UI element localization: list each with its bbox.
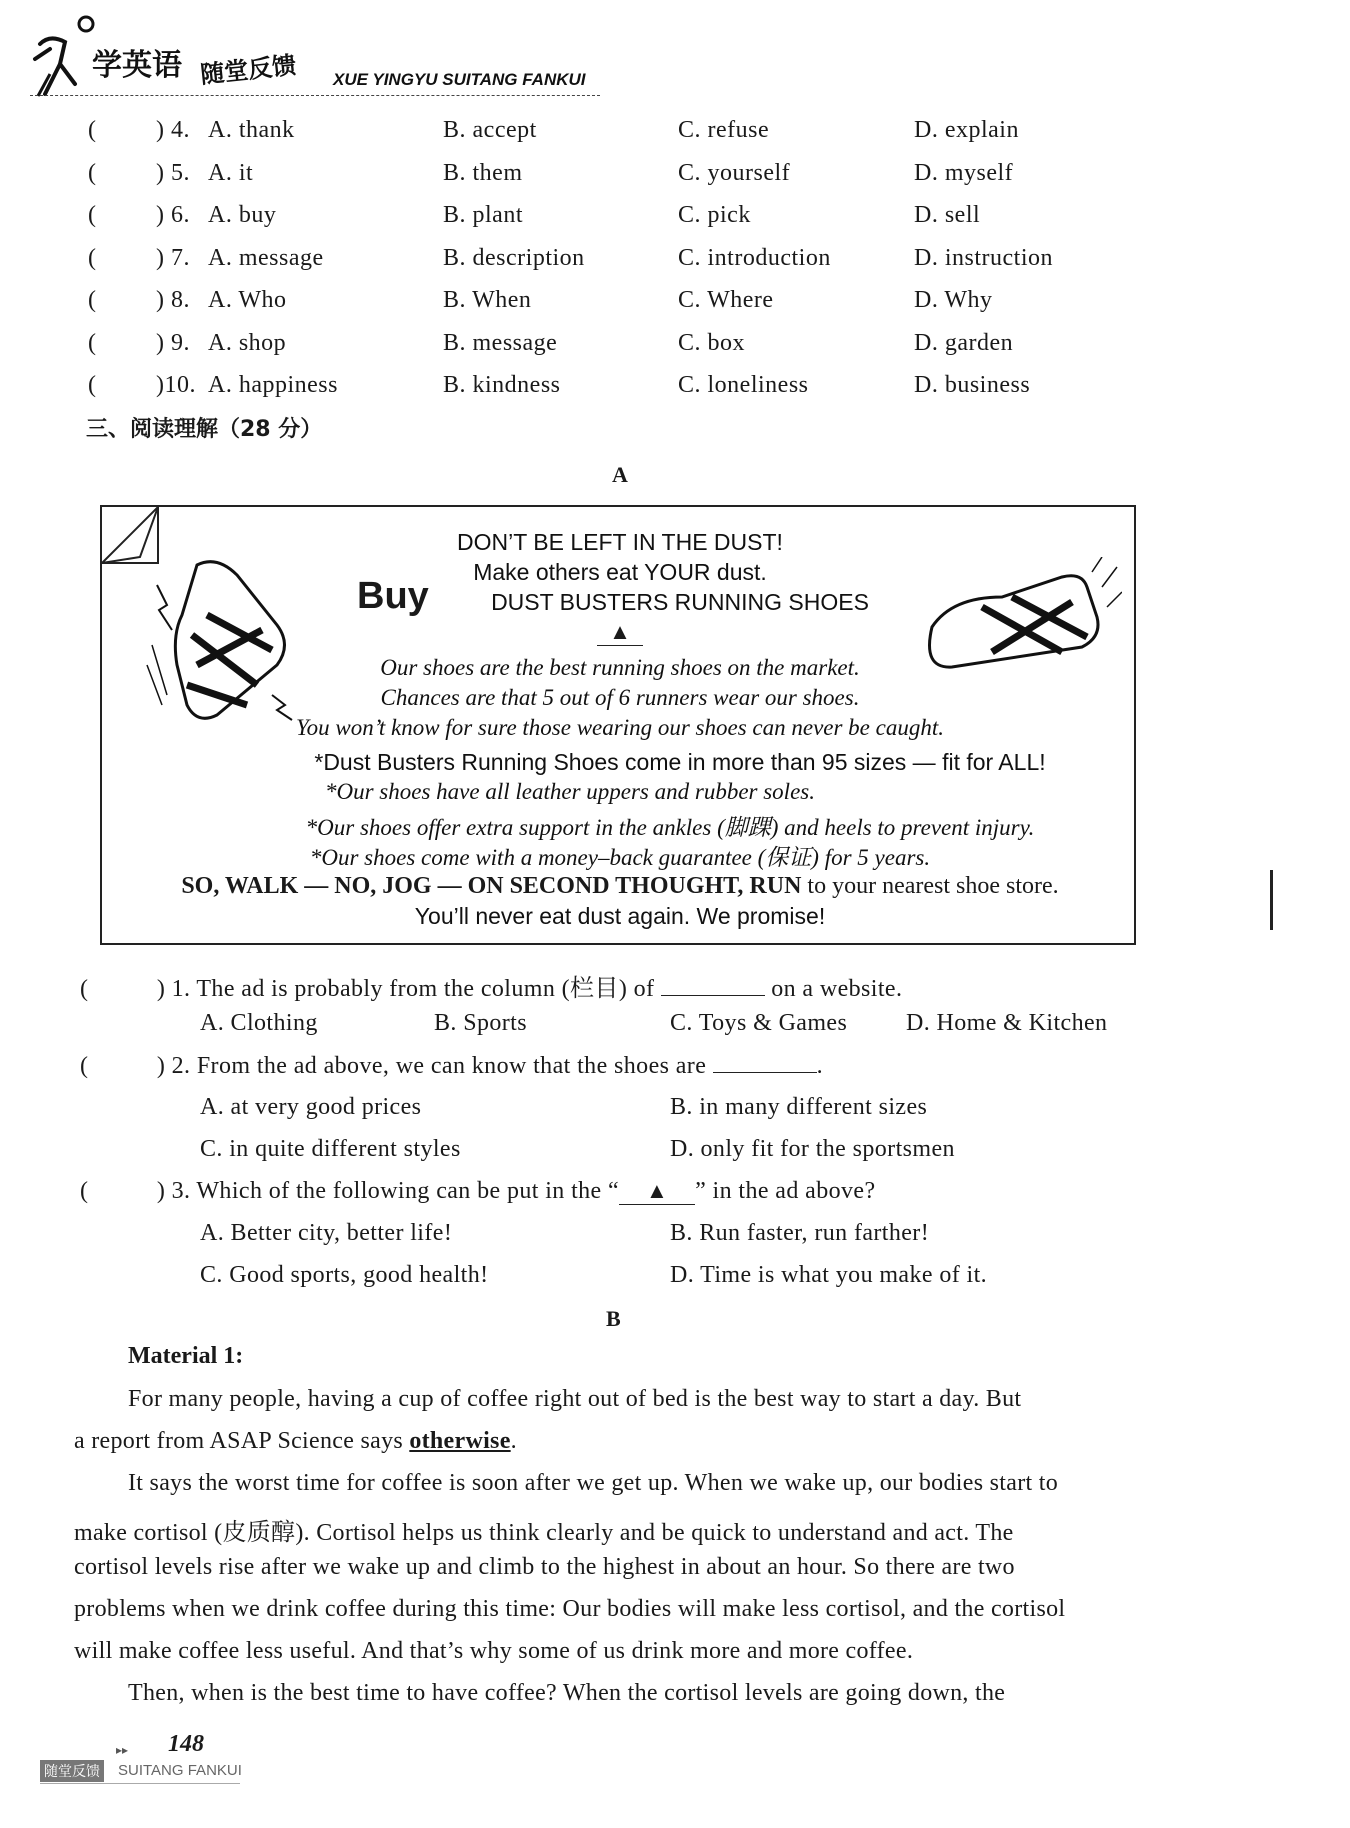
question-3-stem bbox=[80, 1178, 876, 1205]
q1-option-d: D. Home & Kitchen bbox=[906, 1010, 1108, 1036]
option-d: D. myself bbox=[914, 160, 1014, 186]
ad-buy-word: Buy bbox=[357, 575, 429, 617]
q2-option-c: C. in quite different styles bbox=[200, 1136, 461, 1162]
option-c: C. yourself bbox=[678, 160, 791, 186]
stem-text-end: . bbox=[816, 1053, 824, 1079]
question-number: ) 3. bbox=[156, 1178, 191, 1204]
answer-paren[interactable]: ( bbox=[88, 202, 97, 228]
underlined-word: otherwise bbox=[409, 1428, 511, 1454]
answer-paren[interactable]: ( bbox=[88, 287, 97, 313]
question-1-stem bbox=[80, 968, 902, 1003]
option-c: C. refuse bbox=[678, 117, 770, 143]
header-title-cn-sub: 随堂反馈 bbox=[199, 51, 298, 89]
ad-promise: You’ll never eat dust again. We promise! bbox=[414, 903, 826, 929]
option-d: D. garden bbox=[914, 330, 1014, 356]
option-a: A. happiness bbox=[208, 372, 338, 398]
option-a: A. thank bbox=[208, 117, 295, 143]
option-d: D. explain bbox=[914, 117, 1019, 143]
question-number: ) 5. bbox=[156, 160, 190, 186]
answer-paren[interactable]: ( bbox=[80, 1178, 89, 1204]
question-number: ) 1. bbox=[156, 976, 191, 1002]
footer-arrow-icon: ▸▸ bbox=[116, 1743, 129, 1757]
q3-option-a: A. Better city, better life! bbox=[200, 1220, 453, 1246]
stem-text-end: on a website. bbox=[771, 976, 903, 1002]
option-b: B. When bbox=[443, 287, 532, 313]
option-d: D. instruction bbox=[914, 245, 1053, 271]
question-number: ) 8. bbox=[156, 287, 190, 313]
runner-logo-icon bbox=[30, 14, 100, 104]
option-a: A. it bbox=[208, 160, 254, 186]
passage-line-4: make cortisol (皮质醇). Cortisol helps us think clearly and be quick to understand and act. The bbox=[74, 1520, 1014, 1546]
q2-option-d: D. only fit for the sportsmen bbox=[670, 1136, 955, 1162]
answer-paren[interactable]: ( bbox=[88, 160, 97, 186]
option-a: A. shop bbox=[208, 330, 287, 356]
ad-call-rest: to your nearest shoe store. bbox=[801, 873, 1059, 899]
option-d: D. business bbox=[914, 372, 1031, 398]
question-number: ) 6. bbox=[156, 202, 190, 228]
part-b-label: B bbox=[606, 1306, 621, 1331]
option-b: B. kindness bbox=[443, 372, 561, 398]
answer-paren[interactable]: ( bbox=[88, 245, 97, 271]
option-row-4 bbox=[88, 117, 1238, 157]
ad-feature-leather: *Our shoes have all leather uppers and rubber soles. bbox=[325, 779, 815, 804]
q3-option-d: D. Time is what you make of it. bbox=[670, 1262, 988, 1288]
passage-line-5: cortisol levels rise after we wake up and climb to the highest in about an hour. So there are two bbox=[74, 1554, 1015, 1580]
option-b: B. accept bbox=[443, 117, 537, 143]
ad-feature-support: *Our shoes offer extra support in the ankles (脚踝) and heels to prevent injury. bbox=[305, 815, 1035, 840]
footer-tag-en: SUITANG FANKUI bbox=[118, 1762, 242, 1779]
option-row-9 bbox=[88, 330, 1238, 370]
triangle-marker-icon: ▲ bbox=[619, 1178, 695, 1205]
answer-paren[interactable]: ( bbox=[88, 117, 97, 143]
ad-feature-guarantee: *Our shoes come with a money–back guarantee (保证) for 5 years. bbox=[309, 845, 931, 870]
answer-paren[interactable]: ( bbox=[88, 372, 97, 398]
option-b: B. plant bbox=[443, 202, 523, 228]
passage-line-1: For many people, having a cup of coffee right out of bed is the best way to start a day. But bbox=[128, 1386, 1022, 1412]
q1-option-a: A. Clothing bbox=[200, 1010, 318, 1036]
ad-triangle-blank bbox=[102, 619, 1138, 646]
option-c: C. introduction bbox=[678, 245, 831, 271]
answer-paren[interactable]: ( bbox=[80, 976, 89, 1002]
option-b: B. description bbox=[443, 245, 585, 271]
page-number: 148 bbox=[168, 1731, 204, 1757]
option-row-5 bbox=[88, 160, 1238, 200]
footer-tag-cn: 随堂反馈 bbox=[40, 1760, 104, 1782]
question-number: ) 2. bbox=[156, 1053, 191, 1079]
answer-paren[interactable]: ( bbox=[88, 330, 97, 356]
passage-line-2 bbox=[74, 1428, 517, 1455]
ad-feature-sizes: *Dust Busters Running Shoes come in more than 95 sizes — fit for ALL! bbox=[314, 749, 1046, 775]
passage-text: . bbox=[510, 1428, 517, 1454]
passage-line-8: Then, when is the best time to have coffee? When the cortisol levels are going down, the bbox=[128, 1680, 1006, 1706]
question-number: )10. bbox=[156, 372, 196, 398]
option-c: C. Where bbox=[678, 287, 774, 313]
stem-text: Which of the following can be put in the “ bbox=[196, 1178, 620, 1204]
ad-claim-3: You won’t know for sure those wearing our shoes can never be caught. bbox=[295, 715, 944, 740]
question-number: ) 7. bbox=[156, 245, 190, 271]
ad-call-to-action bbox=[102, 873, 1138, 900]
option-row-10 bbox=[88, 372, 1238, 412]
question-number: ) 9. bbox=[156, 330, 190, 356]
option-row-8 bbox=[88, 287, 1238, 327]
option-row-7 bbox=[88, 245, 1238, 285]
passage-line-3: It says the worst time for coffee is soon after we get up. When we wake up, our bodies start to bbox=[128, 1470, 1059, 1496]
option-c: C. pick bbox=[678, 202, 751, 228]
part-a-label: A bbox=[612, 462, 628, 487]
stem-text: The ad is probably from the column (栏目) of bbox=[196, 976, 655, 1002]
question-2-stem bbox=[80, 1052, 823, 1080]
answer-blank[interactable] bbox=[661, 975, 765, 996]
option-c: C. loneliness bbox=[678, 372, 809, 398]
answer-blank[interactable] bbox=[713, 1052, 817, 1073]
stem-text-end: ” in the ad above? bbox=[695, 1178, 876, 1204]
page-fold-corner-icon bbox=[100, 505, 160, 565]
option-a: A. Who bbox=[208, 287, 287, 313]
material-title: Material 1: bbox=[128, 1343, 244, 1369]
ad-headline: DON’T BE LEFT IN THE DUST! bbox=[457, 529, 783, 555]
header-divider bbox=[30, 95, 600, 96]
option-b: B. message bbox=[443, 330, 558, 356]
ad-subheadline: Make others eat YOUR dust. bbox=[473, 559, 767, 585]
passage-line-6: problems when we drink coffee during this time: Our bodies will make less cortisol, and the cortisol bbox=[74, 1596, 1066, 1622]
margin-mark bbox=[1270, 870, 1273, 930]
q1-option-c: C. Toys & Games bbox=[670, 1010, 848, 1036]
option-d: D. sell bbox=[914, 202, 981, 228]
triangle-marker-icon: ▲ bbox=[597, 619, 643, 646]
option-c: C. box bbox=[678, 330, 746, 356]
option-row-6 bbox=[88, 202, 1238, 242]
ad-claim-2: Chances are that 5 out of 6 runners wear our shoes. bbox=[380, 685, 860, 710]
q3-option-c: C. Good sports, good health! bbox=[200, 1262, 489, 1288]
footer-divider bbox=[40, 1783, 240, 1784]
stem-text: From the ad above, we can know that the shoes are bbox=[196, 1053, 707, 1079]
advertisement-box bbox=[100, 505, 1136, 945]
option-a: A. buy bbox=[208, 202, 277, 228]
q3-option-b: B. Run faster, run farther! bbox=[670, 1220, 930, 1246]
option-b: B. them bbox=[443, 160, 523, 186]
ad-product-name: DUST BUSTERS RUNNING SHOES bbox=[491, 589, 869, 615]
q1-option-b: B. Sports bbox=[434, 1010, 527, 1036]
option-d: D. Why bbox=[914, 287, 993, 313]
passage-line-7: will make coffee less useful. And that’s why some of us drink more and more coffee. bbox=[74, 1638, 914, 1664]
q2-option-b: B. in many different sizes bbox=[670, 1094, 928, 1120]
option-a: A. message bbox=[208, 245, 324, 271]
ad-claim-1: Our shoes are the best running shoes on the market. bbox=[380, 655, 860, 680]
question-number: ) 4. bbox=[156, 117, 190, 143]
header-title-cn: 学英语 bbox=[92, 48, 182, 83]
answer-paren[interactable]: ( bbox=[80, 1053, 89, 1079]
header-title-en: XUE YINGYU SUITANG FANKUI bbox=[333, 70, 586, 89]
q2-option-a: A. at very good prices bbox=[200, 1094, 422, 1120]
section-title-reading: 三、阅读理解（28 分） bbox=[86, 417, 323, 442]
ad-call-bold: SO, WALK — NO, JOG — ON SECOND THOUGHT, RUN bbox=[181, 873, 802, 899]
passage-text: a report from ASAP Science says bbox=[74, 1428, 410, 1454]
